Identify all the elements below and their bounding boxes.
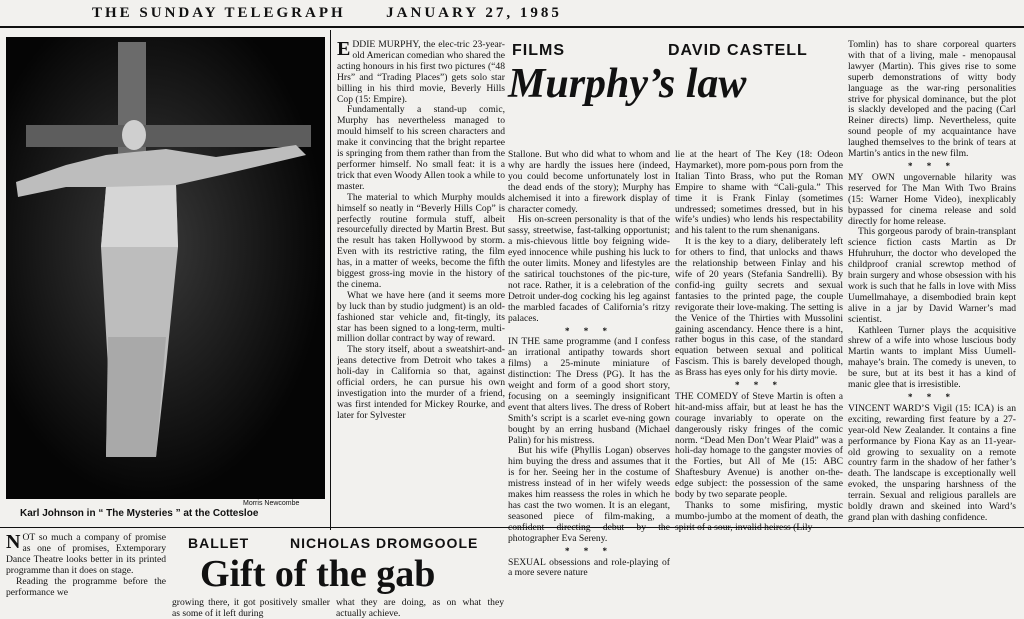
films-paragraph: Kathleen Turner plays the acquisitive shrew of a wife into whose luscious body Martin wants to implant Miss Uumell-mahaye’s brain. The comedy is uneven, to be sure, but at its best it has a kind of manic glee that is irresistible. (848, 324, 1016, 391)
photo-credit: Morris Newcombe (243, 500, 300, 507)
films-paragraph: Stallone. But who did what to whom and why are hardly the issues here (indeed, you could become unfortunately lost in the dead ends of the story); Murphy has alchemised it into a firework display of character comedy. (508, 150, 670, 215)
films-section-label: FILMS (512, 42, 565, 59)
ballet-column-2 (172, 598, 330, 619)
films-paragraph: IN THE same programme (and I confess an irrational antipathy towards short films) a 25-minute miniature of distinction: The Dress (PG). It has the weight and form of a good short story, focusing on a seemingly insignificant event that alters lives. The dress of Robert Smith’s script is a scarlet eve-ning gown bought by an erring husband (Michael Palin) for his mistress. (508, 336, 670, 446)
ballet-byline: NICHOLAS DROMGOOLE (290, 535, 479, 551)
ballet-paragraph: OT so much a company of promise as one of promises, Extemporary Dance Theatre looks better in its printed programme than it does on stage. (6, 533, 166, 576)
films-paragraph: Tomlin) has to share corporeal quarters with that of a living, male - menopausal lawyer (Martin). This gives rise to some superb demonstrations of witty body language as the war-ring personalities strive for physical dominance, but the plot is slackly developed and the pacing (Carl Reiner directs) limp. Nevertheless, quite sound people of my acquaintance have laughed themselves to the brink of tears at Martin’s antics in the new film. (848, 40, 1016, 160)
films-column-4 (848, 40, 1016, 612)
films-paragraph: But his wife (Phyllis Logan) observes him buying the dress and assumes that it is for her. Seeing her in the costume of mistress instead of in her wifely weeds makes him reassess the roles in which he has cast the two women. It is an elegant, seasoned piece of film-making, a confident directing debut by the photographer Eva Sereny. (508, 445, 670, 544)
section-break-stars: * * * (908, 160, 956, 171)
films-byline: DAVID CASTELL (668, 42, 808, 59)
films-column-3 (675, 150, 843, 612)
section-break-stars: * * * (565, 325, 613, 336)
films-paragraph: DDIE MURPHY, the elec-tric 23-year-old American comedian who shared the acting honours in his first two pictures (“48 Hrs” and “Trading Places”) gets solo star billing in his third movie, Beverly Hills Cop (15: Empire). (337, 40, 505, 105)
films-paragraph: The story itself, about a sweatshirt-and-jeans detective from Detroit who takes a holi-day in California so that, against official orders, he can pursue his own investigation into the murder of a friend, was first intended for Mickey Rourke, and later for Sylvester (337, 344, 505, 421)
films-paragraph: Thanks to some misfiring, mystic mumbo-jumbo at the moment of death, the spirit of a sour, invalid heiress (Lily (675, 500, 843, 533)
issue-date: JANUARY 27, 1985 (386, 5, 562, 21)
masthead-line (92, 5, 562, 22)
ballet-headline: Gift of the gab (200, 553, 436, 595)
masthead-title: THE SUNDAY TELEGRAPH (92, 5, 346, 21)
ballet-column-3 (336, 598, 504, 619)
films-headline: Murphy’s law (508, 61, 747, 107)
films-paragraph: What we have here (and it seems more by luck than by studio judgment) is an old-fashioned star vehicle and, fit-tingly, its star has been signed to a long-term, multi-million dollar contract by way of reward. (337, 289, 505, 345)
films-column-2 (508, 150, 670, 612)
films-paragraph: MY OWN ungovernable hilarity was reserved for The Man With Two Brains (15: Warner Home Video), inexplicably bypassed for cinema release and sold directly for home release. (848, 171, 1016, 227)
actor-on-cross-illustration (6, 37, 325, 499)
ballet-paragraph: Reading the programme before the performance we (6, 575, 166, 598)
crucifixion-photo (6, 37, 325, 499)
films-paragraph: Fundamentally a stand-up comic, Murphy has nevertheless managed to mould himself to his screen characters and make it convincing that the bright repartee is springing from them rather than from the performer himself. No small feat: it is a trick that even Woody Allen took a while to master. (337, 104, 505, 192)
drop-cap-e: E (337, 40, 351, 60)
films-column-1 (337, 40, 505, 528)
ballet-paragraph: what they are doing, as on what they actually achieve. (336, 598, 504, 619)
films-paragraph: lie at the heart of The Key (18: Odeon Haymarket), more pom-pous porn from the Italian Tinto Brass, who put the Roman Empire to shame with “Cali-gula.” This time it is Frank Finlay (sometimes undressed; sometimes dressed, but in his wife’s undies) who lends his respectability and his talent to the rum shenanigans. (675, 150, 843, 237)
column-rule (330, 30, 331, 530)
section-break-stars: * * * (735, 380, 783, 391)
films-paragraph: It is the key to a diary, deliberately left for others to find, that unlocks and thaws the relationship between Finlay and his wife of 20 years (Stefania Sandrelli). By confid-ing guilty secrets and sexual fantasies to the printed page, the couple revigorate their love-making. The setting is the Venice of the Thirties with Mussolini gaining ascendancy. Hence there is a hint, rather bogus in this case, of the standard equation between sexual and political Fascism. This is barely developed though, as Brass has eyes only for his dirty movie. (675, 236, 843, 379)
drop-cap-n: N (6, 533, 21, 553)
films-paragraph: His on-screen personality is that of the sassy, streetwise, fast-talking opportunist; a mis-chievous little boy feigning wide-eyed innocence while pushing his luck to the outer limits. Money and lifestyles are the satirical touchstones of the pic-ture, not race. Rather, it is a celebration of the Detroit under-dog cocking his leg against the marbled facades of California’s ritzy palaces. (508, 214, 670, 324)
films-paragraph: THE COMEDY of Steve Martin is often a hit-and-miss affair, but at least he has the courage invariably to operate on the dangerously risky fringes of the comic norm. “Dead Men Don’t Wear Plaid” was a holi-day homage to the gangster movies of the Forties, but All of Me (15: ABC Shaftesbury Avenue) is another on-the-edge subject: the possession of the same body by two separate people. (675, 390, 843, 501)
ballet-section-label: BALLET (188, 535, 250, 551)
photo-caption: Karl Johnson in “ The Mysteries ” at the Cottesloe (20, 508, 259, 519)
section-break-stars: * * * (565, 545, 613, 556)
films-paragraph: VINCENT WARD’S Vigil (15: ICA) is an exciting, rewarding first feature by a 27-year-old New Zealander. It contains a fine performance by Fiona Kay as an 11-year-old growing to sexuality on a remote country farm in the shadow of her father’s death. The landscape is exceptionally well evoked, the unsparing harshness of the terrain. Sexual and religious parallels are boldly drawn and skeined into Ward’s grand plan with dashing confidence. (848, 402, 1016, 523)
films-paragraph: SEXUAL obsessions and role-playing of a more severe nature (508, 556, 670, 579)
ballet-paragraph: growing there, it got positively smaller as some of it left during (172, 598, 330, 619)
ballet-column-1 (6, 533, 166, 619)
section-break-stars: * * * (908, 392, 956, 402)
films-paragraph: The material to which Murphy moulds himself so neatly in “Beverly Hills Cop” is perfectly routine formula stuff, albeit resourcefully directed by Martin Brest. But the result has taken Hollywood by storm. Even with its restrictive rating, the film has, in a matter of weeks, become the fifth biggest gross-ing movie in the history of the cinema. (337, 191, 505, 290)
masthead-bar (0, 0, 1024, 28)
films-paragraph: This gorgeous parody of brain-transplant science fiction casts Martin as Dr Hfuhruhurr, the doctor who developed the childproof cranial screwtop method of brain surgery and whose obsession with his work is such that he falls in love with Miss Uumellmahaye, a disembodied brain kept alive in a jar by David Warner’s mad scientist. (848, 226, 1016, 325)
